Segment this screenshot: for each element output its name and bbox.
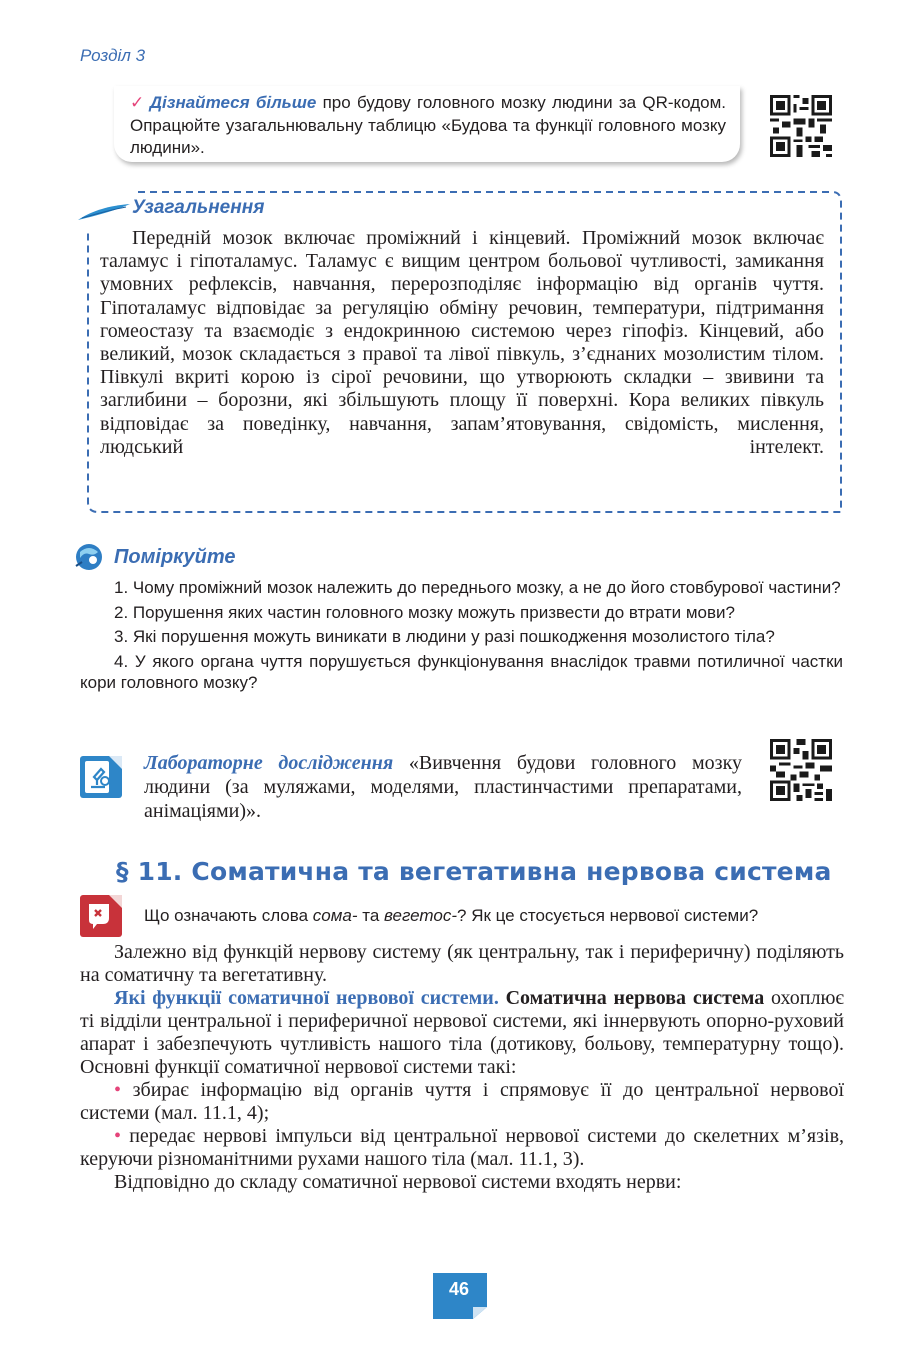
lab-lead: Лабораторне дослідження	[144, 752, 394, 774]
summary-text	[100, 227, 824, 459]
learn-more-body: про будову головного мозку людини за QR-кодом. Опрацюйте узагальнювальну таблицю «Будова та функції головного мозку людини».	[130, 93, 727, 157]
bullet-icon: •	[114, 1125, 122, 1147]
think-title: Поміркуйте	[114, 546, 236, 568]
quill-icon	[76, 198, 132, 222]
question-item: 3. Які порушення можуть виникати в людини у разі пошкодження мозолистого тіла?	[114, 627, 775, 647]
questions-list	[80, 577, 843, 697]
body-text	[80, 941, 844, 1194]
question-icon	[79, 894, 123, 938]
learn-more-lead: Дізнайтеся більше	[149, 93, 317, 112]
summary-body: Передній мозок включає проміжний і кінцевий. Проміжний мозок включає таламус і гіпоталамус. Таламус є вищим центром больової чутливості, замикання умовних рефлексів, навчання, перерозподіляє інформацію від органів чуття. Гіпоталамус відповідає за регуляцію обміну речовин, температури, підтримання гомеостазу та взаємодіє з ендокринною системою через гіпофіз. Кінцевий, або великий, мозок складається з правої та лівої півкуль, з’єднаних мозолистим тілом. Півкулі вкриті корою із сірої речовини, що утворюють складки – звивини та заглибини – борозни, які збільшують площу її поверхні. Кора великих півкуль відповідає за поведінку, навчання, запам’ятовування, свідомість, мислення, людський інтелект.	[100, 227, 824, 458]
summary-title: Узагальнення	[132, 197, 265, 218]
lab-text	[144, 751, 742, 823]
check-icon: ✓	[130, 93, 146, 112]
qr-code-icon[interactable]	[770, 95, 832, 157]
subheading: Які функції соматичної нервової системи.	[114, 987, 499, 1009]
section-label: Розділ 3	[80, 46, 146, 65]
page-number: 46	[448, 1279, 470, 1299]
learn-more-text	[130, 92, 726, 160]
question-item: 1. Чому проміжний мозок належить до переднього мозку, а не до його стовбурової частини?	[114, 578, 841, 597]
question-item: 4. У якого органа чуття порушується функціонування внаслідок травми потиличної частки кори головного мозку?	[80, 651, 843, 693]
body-paragraph: Які функції соматичної нервової системи. Соматична нервова система охоплює ті відділи центральної і периферичної нервової системи, які іннервують опорно-руховий апарат і забезпечують чутливість нашого тіла (дотикову, больову, температурну тощо). Основні функції соматичної нервової системи такі:	[80, 987, 844, 1078]
body-paragraph: Відповідно до складу соматичної нервової системи входять нерви:	[114, 1171, 682, 1193]
qr-code-icon[interactable]	[770, 739, 832, 801]
bullet-icon: •	[114, 1079, 122, 1101]
question-item: 2. Порушення яких частин головного мозку можуть призвести до втрати мови?	[114, 602, 735, 622]
microscope-icon	[79, 755, 123, 799]
paragraph-heading: § 11. Соматична та вегетативна нервова система	[116, 857, 832, 886]
lab-body: «Вивчення будови головного мозку людини (за муляжами, моделями, пластинчастими препаратами, анімаціями)».	[144, 752, 742, 822]
term: Соматична нервова система	[505, 987, 765, 1009]
bullet-item: • передає нервові імпульси від центральної нервової системи до скелетних м’язів, керуючи різноманітними рухами нашого тіла (мал. 11.1, 3).	[80, 1125, 845, 1170]
intro-question: Що означають слова сома- та вегетос-? Як це стосується нервової системи?	[144, 906, 759, 925]
bullet-item: • збирає інформацію від органів чуття і спрямовує її до центральної нервової системи (мал. 11.1, 4);	[80, 1079, 845, 1124]
body-paragraph: Залежно від функцій нервову систему (як центральну, так і периферичну) поділяють на соматичну та вегетативну.	[80, 941, 844, 986]
think-icon	[74, 542, 104, 572]
